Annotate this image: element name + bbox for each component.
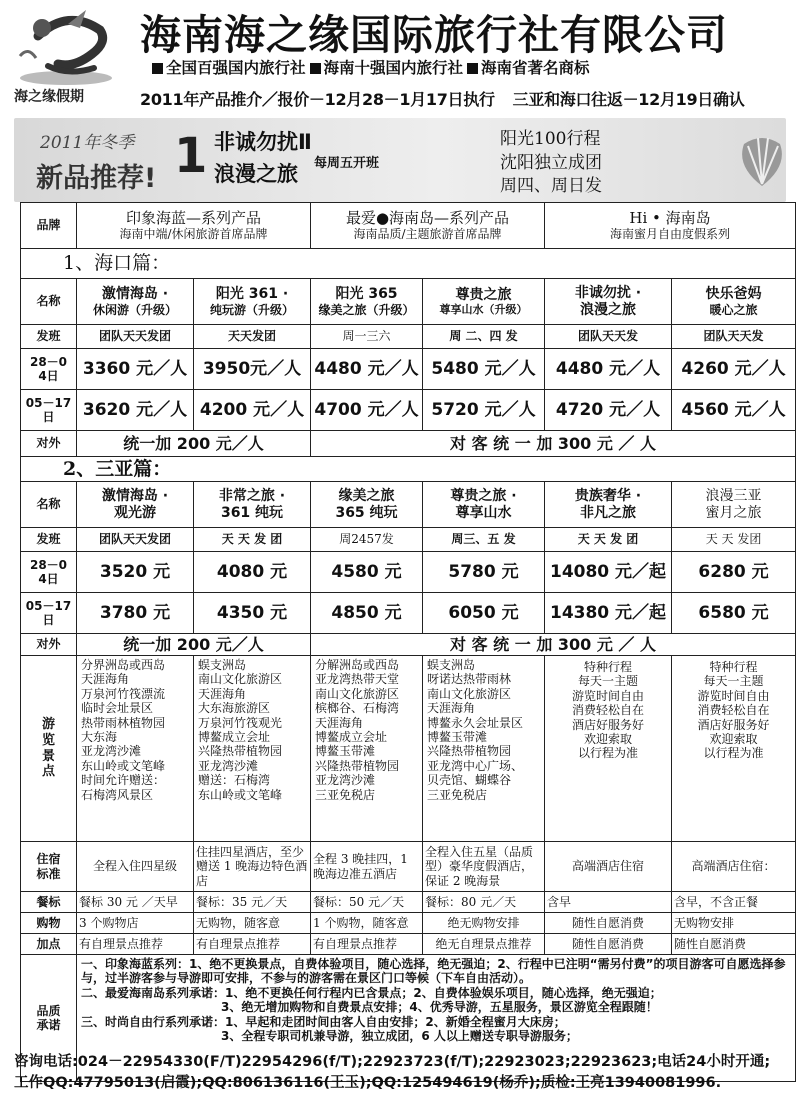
brand-1: 印象海蓝—系列产品 海南中端/休闲旅游首席品牌 <box>77 203 311 249</box>
price: 4200 元／人 <box>194 390 311 431</box>
sanya-title: 2、三亚篇： <box>21 457 796 482</box>
price: 4700 元／人 <box>311 390 423 431</box>
honor-3: 海南省著名商标 <box>481 59 590 77</box>
brand-3: Hi • 海南岛 海南蜜月自由度假系列 <box>545 203 796 249</box>
route-name: 阳光 365 缘美之旅（升级） <box>311 279 423 325</box>
honor-2: 海南十强国内旅行社 <box>323 59 464 77</box>
price: 14380 元／起 <box>545 593 672 634</box>
price: 6050 元 <box>423 593 545 634</box>
banner-line2: 浪漫之旅 <box>214 162 298 186</box>
price: 3360 元／人 <box>77 349 194 390</box>
pricing-line <box>140 87 796 110</box>
route-name: 激情海岛 · 休闲游（升级） <box>77 279 194 325</box>
sanya-names: 名称 激情海岛 · 观光游 非常之旅 · 361 纯玩 缘美之旅 365 纯玩 尊贵之旅 · 尊享山水 贵族奢华 · 非凡之旅 浪漫三亚 蜜月之旅 <box>21 482 796 528</box>
price: 14080 元／起 <box>545 552 672 593</box>
sights-col-5: 特种行程 每天一主题 游览时间自由 消费轻松自在 酒店好服务好 欢迎索取 以行程为准 <box>545 656 672 842</box>
sights-col-3: 分解洲岛或西岛 亚龙湾热带天堂 南山文化旅游区 槟榔谷、石梅湾 天涯海角 博鳌成立会址 博鳌玉带滩 兴隆热带植物园 亚龙湾沙滩 三亚免税店 <box>311 656 423 842</box>
price: 4480 元／人 <box>545 349 672 390</box>
promise-row: 品质 承诺 一、印象海蓝系列：1、绝不更换景点，自费体验项目，随心选择，绝无强迫；2、行程中已注明“需另付费”的项目游客可自愿选择参与，过半游客参与导游即可安排，不参与的游客需在景区门口等候（下车自由活动）。 二、最爱海南岛系列承诺：1、绝不更换任何行程内已含景点；2、自费体验娱乐项目，随心选择，绝无强迫； 3、绝无增加购物和自费景点安排；4、优秀导游，五星服务，景区游览全程跟随！ 三、时尚自由行系列承诺：1、早起和走团时间由客人自由安排；2、新婚全程蜜月大床房； 3、全程专职司机兼导游，独立成团，6 人以上赠送专职导游服务； <box>21 955 796 1082</box>
route-name: 尊贵之旅 尊享山水（升级） <box>423 279 545 325</box>
sights-col-6: 特种行程 每天一主题 游览时间自由 消费轻松自在 酒店好服务好 欢迎索取 以行程为准 <box>672 656 796 842</box>
shopping-row: 购物 3 个购物店 无购物，随客意 1 个购物，随客意 绝无购物安排 随性自愿消费 无购物安排 <box>21 913 796 934</box>
contact-qq: 工作QQ:47795013(启霞);QQ:806136116(王玉);QQ:125494619(杨乔);质检:王亮13940081996. <box>14 1075 722 1091</box>
banner-right2: 沈阳独立成团 <box>500 153 602 173</box>
sights-label: 游 览 景 点 <box>21 656 77 842</box>
haikou-price-row: 05－17 日 3620 元／人 4200 元／人 4700 元／人 5720 元／人 4720 元／人 4560 元／人 <box>21 390 796 431</box>
pricing-confirm: 三亚和海口往返－12月19日确认 <box>512 90 745 109</box>
route-name: 缘美之旅 365 纯玩 <box>311 482 423 528</box>
price: 4580 元 <box>311 552 423 593</box>
price: 5720 元／人 <box>423 390 545 431</box>
brand-row <box>21 203 796 249</box>
sanya-departures: 发班 团队天天发团 天 天 发 团 周2457发 周三、五 发 天 天 发 团 天 天 发团 <box>21 528 796 552</box>
price: 4080 元 <box>194 552 311 593</box>
honor-1: 全国百强国内旅行社 <box>166 59 306 77</box>
promo-banner <box>14 118 786 202</box>
price: 3620 元／人 <box>77 390 194 431</box>
banner-right1: 阳光100行程 <box>500 129 601 149</box>
sanya-price-row: 28－0 4日 3520 元 4080 元 4580 元 5780 元 14080 元／起 6280 元 <box>21 552 796 593</box>
pricing-period: 2011年产品推介／报价－12月28－1月17日执行 <box>140 90 495 109</box>
route-name: 激情海岛 · 观光游 <box>77 482 194 528</box>
price: 5780 元 <box>423 552 545 593</box>
haikou-price-row: 28－0 4日 3360 元／人 3950元／人 4480 元／人 5480 元／人 4480 元／人 4260 元／人 <box>21 349 796 390</box>
price: 4720 元／人 <box>545 390 672 431</box>
haikou-surcharge: 对外 统一加 200 元／人 对 客 统 一 加 300 元 ／ 人 <box>21 431 796 457</box>
sanya-surcharge: 对外 统一加 200 元／人 对 客 统 一 加 300 元 ／ 人 <box>21 634 796 656</box>
price: 4350 元 <box>194 593 311 634</box>
company-name: 海南海之缘国际旅行社有限公司 <box>140 11 728 59</box>
banner-season: 2011年冬季 <box>40 133 135 153</box>
hotel-row: 住宿 标准 全程入住四星级 住挂四星酒店，至少赠送 1 晚海边特色酒店 全程 3 晚挂四，1 晚海边准五酒店 全程入住五星（品质型）豪华度假酒店，保证 2 晚海景 高端酒店住宿 高端酒店住宿： <box>21 842 796 892</box>
route-name: 快乐爸妈 暖心之旅 <box>672 279 796 325</box>
route-name: 阳光 361 · 纯玩游（升级） <box>194 279 311 325</box>
sights-row <box>21 656 796 842</box>
sights-col-4: 蜈支洲岛 呀诺达热带雨林 南山文化旅游区 天涯海角 博鳌永久会址景区 博鳌玉带滩 兴隆热带植物园 亚龙湾中心广场、 贝壳馆、蝴蝶谷 三亚免税店 <box>423 656 545 842</box>
banner-right3: 周四、周日发 <box>500 176 602 196</box>
meal-row: 餐标 餐标 30 元 ／天早 餐标：35 元／天 餐标：50 元／天 餐标：80 元／天 含早 含早，不含正餐 <box>21 892 796 913</box>
price: 4560 元／人 <box>672 390 796 431</box>
haikou-names: 名称 激情海岛 · 休闲游（升级） 阳光 361 · 纯玩游（升级） 阳光 365 缘美之旅（升级） 尊贵之旅 尊享山水（升级） 非诚勿扰 · 浪漫之旅 快乐爸妈 暖心之旅 <box>21 279 796 325</box>
route-name: 浪漫三亚 蜜月之旅 <box>672 482 796 528</box>
haikou-title: 1、海口篇： <box>21 249 796 279</box>
sights-col-1: 分界洲岛或西岛 天涯海角 万泉河竹筏漂流 临时会址景区 热带雨林植物园 大东海 亚龙湾沙滩 东山岭或文笔峰 时间允许赠送： 石梅湾风景区 <box>77 656 194 842</box>
logo-text: 海之缘假期 <box>14 89 84 105</box>
itinerary-table <box>20 202 796 1082</box>
header <box>0 0 800 118</box>
price: 6580 元 <box>672 593 796 634</box>
haikou-departures: 发班 团队天天发团 天天发团 周一三六 周 二、四 发 团队天天发 团队天天发 <box>21 325 796 349</box>
brand-2: 最爱●海南岛—系列产品 海南品质/主题旅游首席品牌 <box>311 203 545 249</box>
route-name: 非诚勿扰 · 浪漫之旅 <box>545 279 672 325</box>
price: 3780 元 <box>77 593 194 634</box>
sights-col-2: 蜈支洲岛 南山文化旅游区 天涯海角 大东海旅游区 万泉河竹筏观光 博鳌成立会址 兴隆热带植物园 亚龙湾沙滩 赠送：石梅湾 东山岭或文笔峰 <box>194 656 311 842</box>
price: 3520 元 <box>77 552 194 593</box>
banner-line1: 非诚勿扰Ⅱ <box>214 130 312 154</box>
route-name: 非常之旅 · 361 纯玩 <box>194 482 311 528</box>
route-name: 贵族奢华 · 非凡之旅 <box>545 482 672 528</box>
price: 4260 元／人 <box>672 349 796 390</box>
price: 4850 元 <box>311 593 423 634</box>
price: 4480 元／人 <box>311 349 423 390</box>
contact-phone: 咨询电话:024－22954330(F/T)22954296(f/T);22923723(f/T);22923023;22923623;电话24小时开通; <box>14 1054 771 1070</box>
sanya-price-row: 05－17 日 3780 元 4350 元 4850 元 6050 元 14380 元／起 6580 元 <box>21 593 796 634</box>
price: 3950元／人 <box>194 349 311 390</box>
brand-label: 品牌 <box>21 203 77 249</box>
route-name: 尊贵之旅 · 尊享山水 <box>423 482 545 528</box>
price: 6280 元 <box>672 552 796 593</box>
honors <box>150 56 592 78</box>
shell-icon <box>734 130 790 190</box>
banner-new: 新品推荐! <box>36 163 157 194</box>
promise-text: 一、印象海蓝系列：1、绝不更换景点，自费体验项目，随心选择，绝无强迫；2、行程中已注明“需另付费”的项目游客可自愿选择参与，过半游客参与导游即可安排，不参与的游客需在景区门口等候（下车自由活动）。 二、最爱海南岛系列承诺：1、绝不更换任何行程内已含景点；2、自费体验娱乐项目，随心选择，绝无强迫； 3、绝无增加购物和自费景点安排；4、优秀导游，五星服务，景区游览全程跟随！ 三、时尚自由行系列承诺：1、早起和走团时间由客人自由安排；2、新婚全程蜜月大床房； 3、全程专职司机兼导游，独立成团，6 人以上赠送专职导游服务； <box>77 955 796 1082</box>
price: 5480 元／人 <box>423 349 545 390</box>
banner-number: 1 <box>174 128 208 184</box>
contact-info <box>14 1052 794 1094</box>
extras-row: 加点 有自理景点推荐 有自理景点推荐 有自理景点推荐 绝无自理景点推荐 随性自愿消费 随性自愿消费 <box>21 934 796 955</box>
banner-weekly: 每周五开班 <box>314 156 380 171</box>
